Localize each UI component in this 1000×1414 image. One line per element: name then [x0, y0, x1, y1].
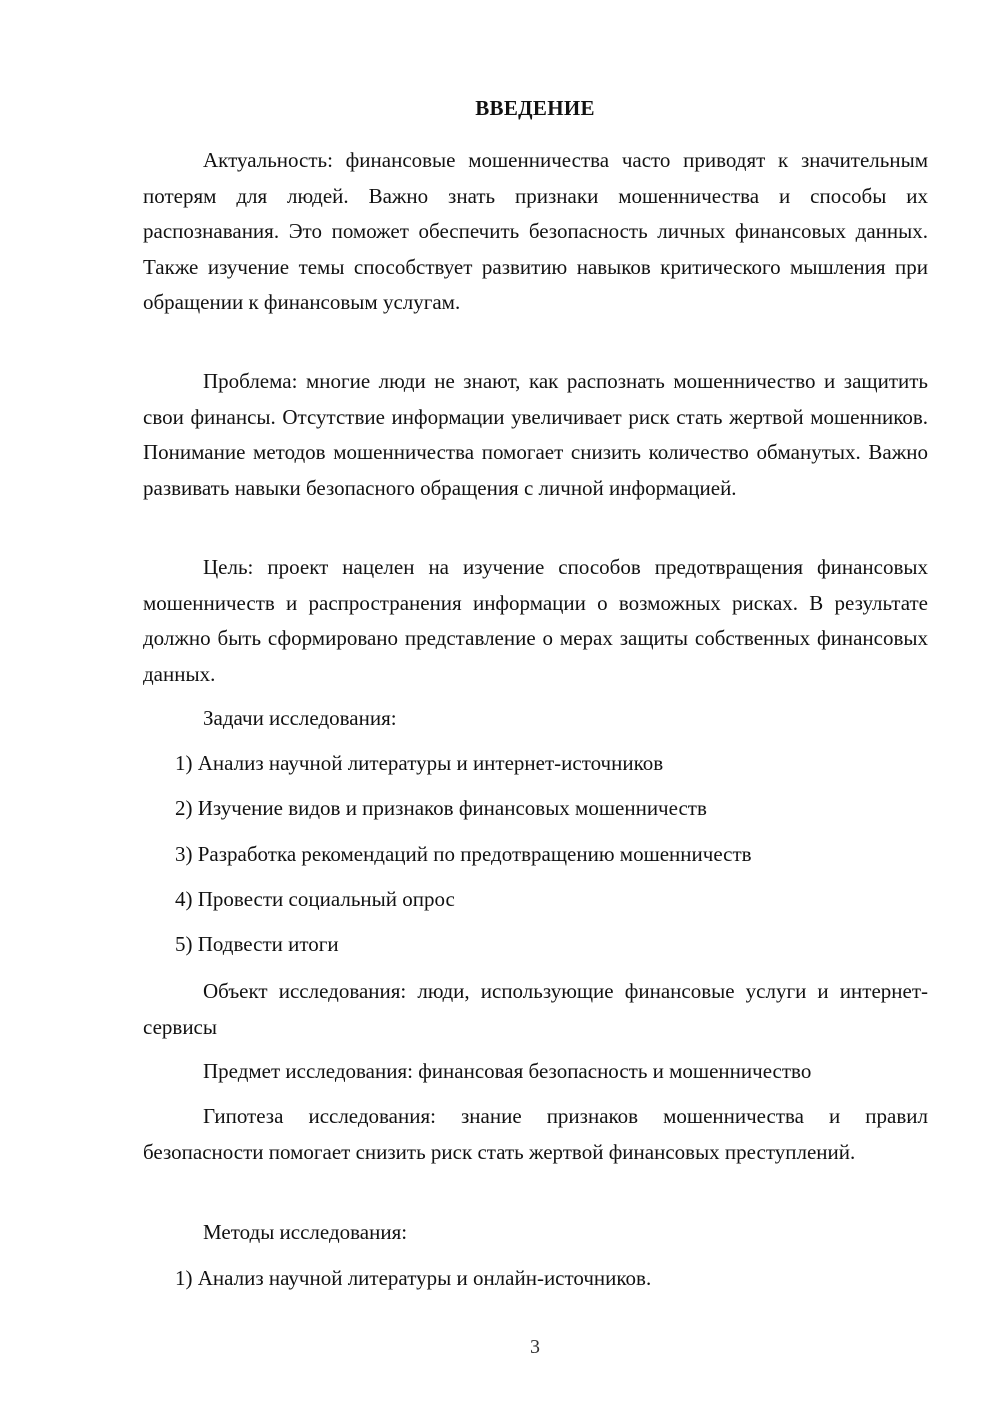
tasks-heading: Задачи исследования: — [203, 706, 397, 730]
hypothesis-paragraph: Гипотеза исследования: знание признаков мошенничества и правил безопасности помогает снизить риск стать жертвой финансовых преступлений. — [143, 1104, 928, 1164]
relevance-paragraph: Актуальность: финансовые мошенничества часто приводят к значительным потерям для людей. Важно знать признаки мошенничества и способы их распознавания. Это поможет обеспечить безопасность личных финансовых данных. Также изучение темы способствует развитию навыков критического мышления при обращении к финансовым услугам. — [143, 148, 928, 314]
task-item: 5) Подвести итоги — [175, 932, 339, 956]
object-paragraph: Объект исследования: люди, использующие финансовые услуги и интернет-сервисы — [143, 979, 928, 1039]
task-item: 1) Анализ научной литературы и интернет-источников — [175, 751, 664, 775]
subject-paragraph: Предмет исследования: финансовая безопасность и мошенничество — [203, 1059, 812, 1083]
methods-heading: Методы исследования: — [203, 1220, 408, 1244]
task-item: 4) Провести социальный опрос — [175, 887, 455, 911]
page-title: ВВЕДЕНИЕ — [475, 96, 595, 120]
task-item: 3) Разработка рекомендаций по предотвращению мошенничеств — [175, 842, 752, 866]
goal-paragraph: Цель: проект нацелен на изучение способов предотвращения финансовых мошенничеств и распространения информации о возможных рисках. В результате должно быть сформировано представление о мерах защиты собственных финансовых данных. — [143, 555, 928, 686]
task-item: 2) Изучение видов и признаков финансовых мошенничеств — [175, 796, 707, 820]
method-item: 1) Анализ научной литературы и онлайн-источников. — [175, 1266, 652, 1290]
problem-paragraph: Проблема: многие люди не знают, как распознать мошенничество и защитить свои финансы. Отсутствие информации увеличивает риск стать жертвой мошенников. Понимание методов мошенничества помогает снизить количество обманутых. Важно развивать навыки безопасного обращения с личной информацией. — [143, 369, 928, 500]
page-number: 3 — [530, 1336, 540, 1358]
